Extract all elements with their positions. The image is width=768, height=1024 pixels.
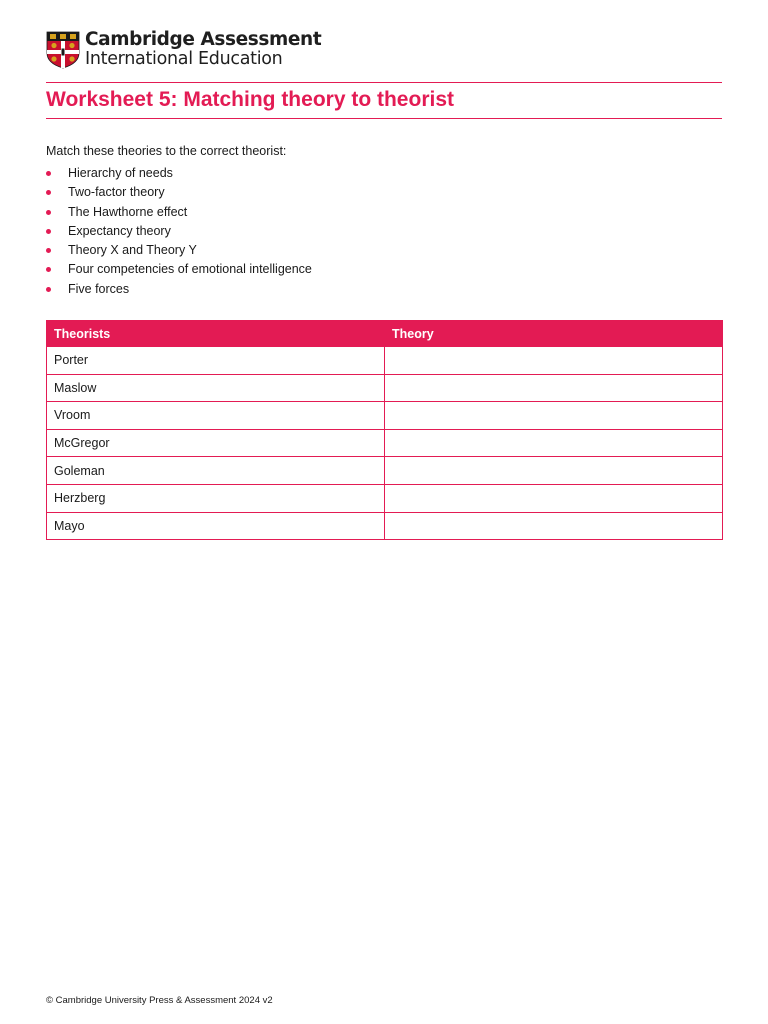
theorist-cell: Vroom: [47, 402, 385, 430]
theory-answer-cell[interactable]: [385, 484, 723, 512]
column-header-theory: Theory: [385, 321, 723, 347]
list-item: [46, 223, 312, 242]
theorist-cell: Mayo: [47, 512, 385, 540]
list-item: [46, 204, 312, 223]
table-row: [47, 512, 723, 540]
theory-label: Expectancy theory: [68, 223, 171, 238]
copyright-footer: © Cambridge University Press & Assessment 2024 v2: [46, 995, 273, 1006]
table-row: [47, 484, 723, 512]
column-header-theorists: Theorists: [47, 321, 385, 347]
cambridge-shield-icon: [46, 31, 80, 69]
theory-list: [46, 165, 312, 300]
page-title: Worksheet 5: Matching theory to theorist: [46, 88, 454, 111]
theorist-cell: Goleman: [47, 457, 385, 485]
theory-label: The Hawthorne effect: [68, 204, 188, 219]
bullet-icon: [46, 190, 51, 195]
bullet-icon: [46, 171, 51, 176]
logo-line-international-education: International Education: [85, 48, 283, 69]
title-bottom-rule: [46, 118, 722, 119]
bullet-icon: [46, 248, 51, 253]
theory-label: Theory X and Theory Y: [68, 243, 197, 258]
table-row: [47, 457, 723, 485]
list-item: [46, 242, 312, 261]
title-top-rule: [46, 82, 722, 83]
table-row: [47, 374, 723, 402]
table-header-row: [47, 321, 723, 347]
theorist-cell: Maslow: [47, 374, 385, 402]
bullet-icon: [46, 229, 51, 234]
bullet-icon: [46, 210, 51, 215]
theory-answer-cell[interactable]: [385, 457, 723, 485]
theorist-cell: Herzberg: [47, 484, 385, 512]
list-item: [46, 261, 312, 280]
list-item: [46, 165, 312, 184]
theorist-cell: McGregor: [47, 429, 385, 457]
list-item: [46, 184, 312, 203]
table-row: [47, 402, 723, 430]
theory-label: Five forces: [68, 281, 130, 296]
theory-label: Two-factor theory: [68, 185, 165, 200]
matching-table: [46, 320, 723, 540]
theory-label: Hierarchy of needs: [68, 166, 173, 180]
theory-answer-cell[interactable]: [385, 402, 723, 430]
list-item: [46, 281, 312, 300]
instructions-text: Match these theories to the correct theorist:: [46, 144, 287, 158]
theory-answer-cell[interactable]: [385, 429, 723, 457]
bullet-icon: [46, 287, 51, 292]
theory-answer-cell[interactable]: [385, 374, 723, 402]
table-row: [47, 347, 723, 375]
theory-label: Four competencies of emotional intelligence: [68, 262, 312, 277]
theory-answer-cell[interactable]: [385, 512, 723, 540]
theory-answer-cell[interactable]: [385, 347, 723, 375]
logo-wordmark: [85, 31, 321, 68]
cambridge-logo: [46, 31, 321, 69]
bullet-icon: [46, 267, 51, 272]
logo-line-cambridge-assessment: Cambridge Assessment: [85, 29, 322, 50]
theorist-cell: Porter: [47, 347, 385, 375]
table-row: [47, 429, 723, 457]
